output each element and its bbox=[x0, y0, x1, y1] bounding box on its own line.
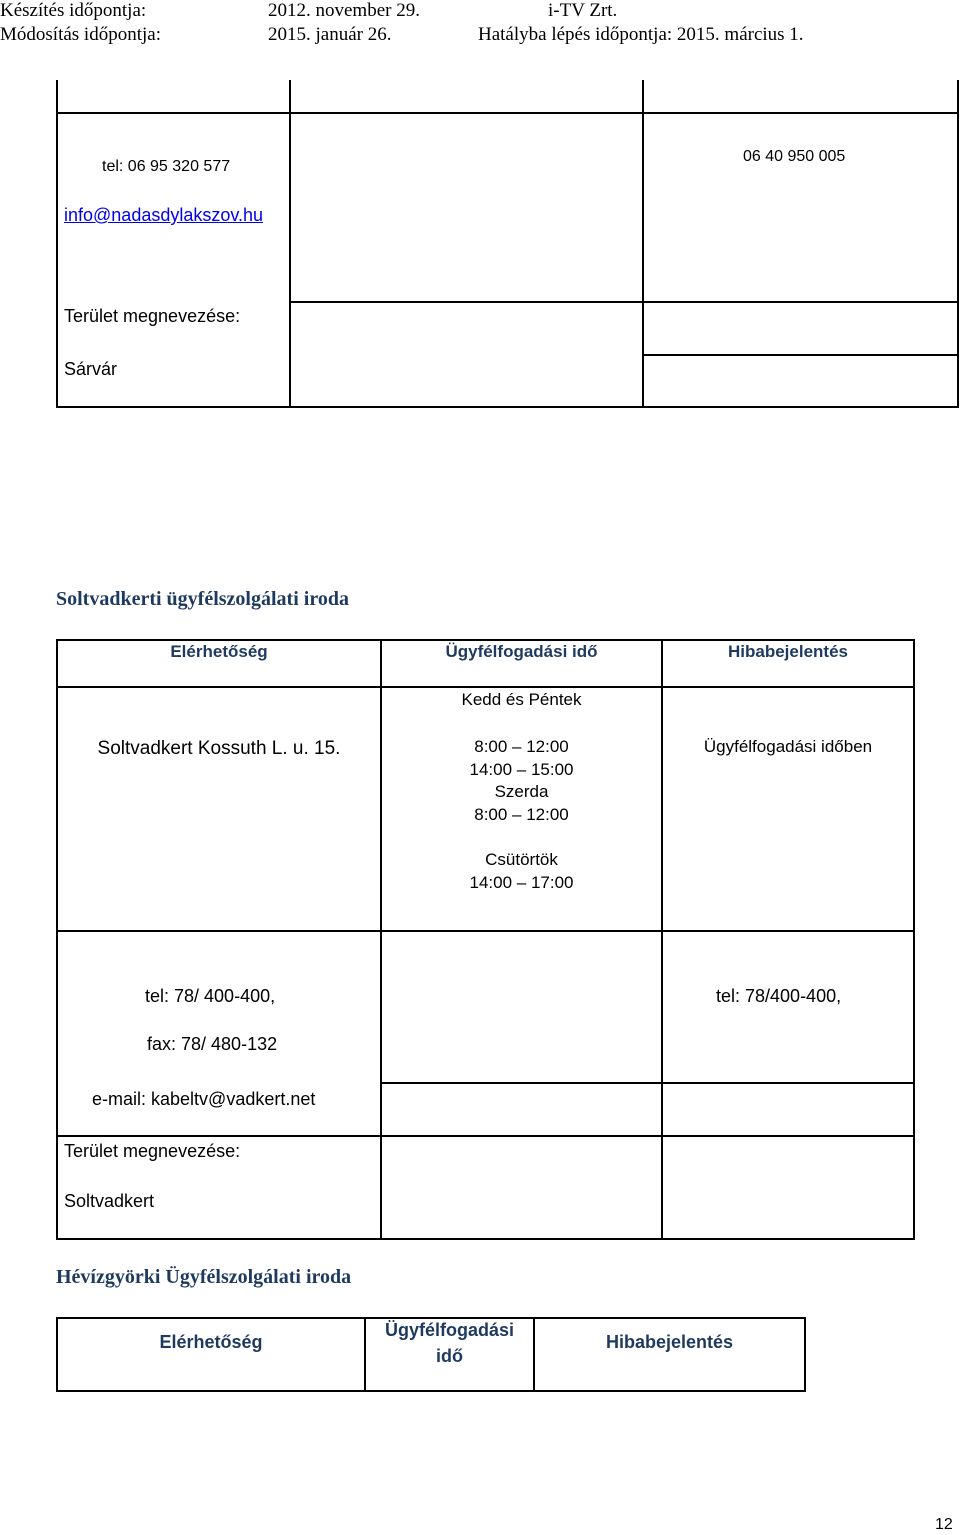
hevizgyork-col-hours-line2: idő bbox=[436, 1346, 463, 1366]
hours-day2-t1: 8:00 – 12:00 bbox=[474, 805, 569, 824]
hours-day1-t2: 14:00 – 15:00 bbox=[469, 760, 574, 779]
sarvar-email-link[interactable]: info@nadasdylakszov.hu bbox=[64, 205, 264, 225]
created-value: 2012. november 29. bbox=[268, 0, 420, 21]
col-header-contact: Elérhetőség bbox=[170, 642, 268, 661]
hours-day2: Szerda bbox=[494, 782, 549, 801]
hours-day3: Csütörtök bbox=[485, 850, 558, 869]
hours-day1-t1: 8:00 – 12:00 bbox=[474, 737, 569, 756]
soltvadkert-area-value: Soltvadkert bbox=[64, 1191, 155, 1211]
modified-value: 2015. január 26. bbox=[268, 24, 392, 45]
section-title-soltvadkert: Soltvadkerti ügyfélszolgálati iroda bbox=[56, 588, 349, 610]
sarvar-tel: tel: 06 95 320 577 bbox=[102, 158, 231, 175]
soltvadkert-fault-tel: tel: 78/400-400, bbox=[716, 986, 842, 1006]
soltvadkert-fax: fax: 78/ 480-132 bbox=[147, 1034, 278, 1054]
soltvadkert-email: e-mail: kabeltv@vadkert.net bbox=[92, 1089, 316, 1109]
sarvar-area-value: Sárvár bbox=[64, 359, 118, 379]
hevizgyork-col-fault: Hibabejelentés bbox=[605, 1332, 734, 1352]
hevizgyork-col-contact: Elérhetőség bbox=[159, 1332, 263, 1352]
col-header-fault: Hibabejelentés bbox=[728, 642, 848, 661]
hours-day3-t1: 14:00 – 17:00 bbox=[469, 873, 574, 892]
hevizgyork-col-hours-line1: Ügyfélfogadási bbox=[384, 1320, 515, 1340]
hours-day1: Kedd és Péntek bbox=[461, 690, 582, 709]
modified-label: Módosítás időpontja: bbox=[0, 24, 161, 45]
created-label: Készítés időpontja: bbox=[0, 0, 147, 21]
effective-date: Hatályba lépés időpontja: 2015. március 1. bbox=[478, 24, 804, 45]
page-number: 12 bbox=[935, 1516, 953, 1533]
fault-reporting-time: Ügyfélfogadási időben bbox=[703, 737, 873, 756]
company-name: i-TV Zrt. bbox=[548, 0, 618, 21]
sarvar-fault-phone: 06 40 950 005 bbox=[743, 148, 846, 165]
section-title-hevizgyork: Hévízgyörki Ügyfélszolgálati iroda bbox=[56, 1266, 352, 1288]
soltvadkert-area-label: Terület megnevezése: bbox=[64, 1141, 241, 1161]
soltvadkert-tel: tel: 78/ 400-400, bbox=[145, 986, 276, 1006]
sarvar-area-label: Terület megnevezése: bbox=[64, 306, 241, 326]
col-header-hours: Ügyfélfogadási idő bbox=[445, 642, 598, 661]
office-address: Soltvadkert Kossuth L. u. 15. bbox=[97, 738, 341, 759]
